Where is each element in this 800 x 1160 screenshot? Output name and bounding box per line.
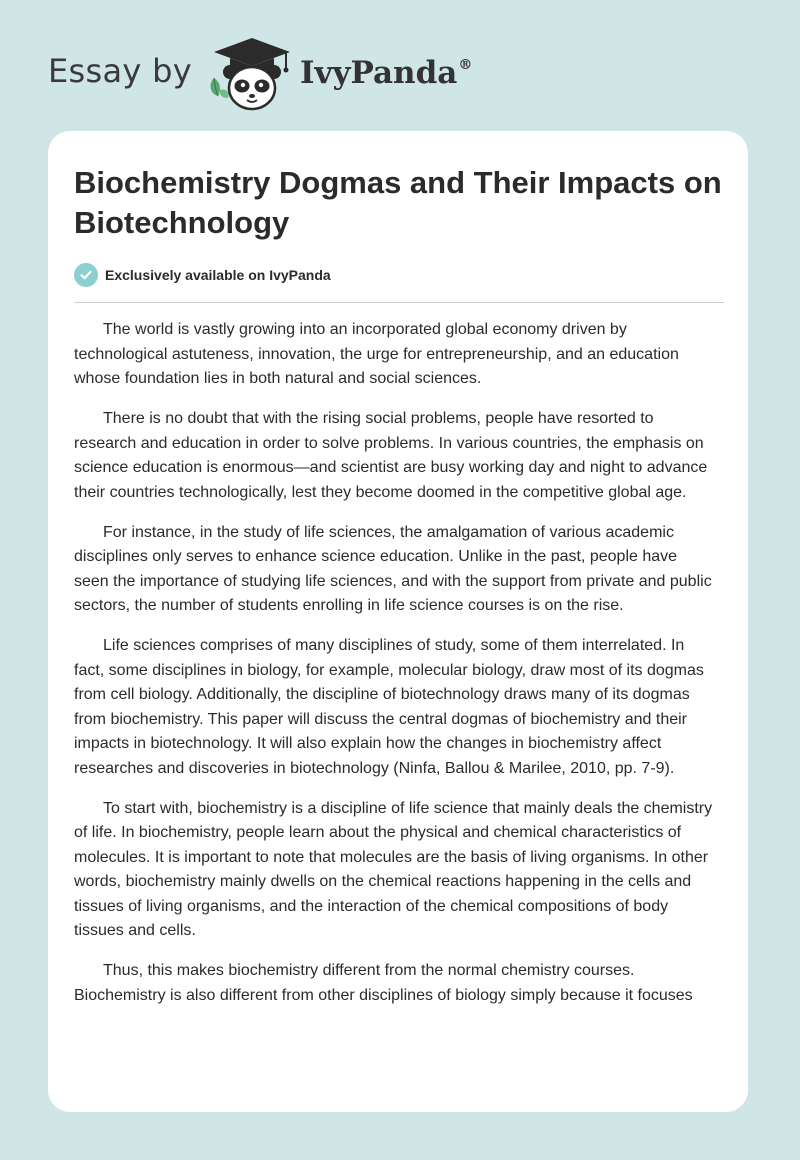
paragraph: There is no doubt that with the rising social problems, people have resorted to research and education in order to solve problems. In various countries, the emphasis on science education is enormous—and scientist are busy working day and night to advance their countries technologically, lest they become doomed in the competitive global age. <box>74 410 708 501</box>
exclusive-badge-label: Exclusively available on IvyPanda <box>105 267 331 283</box>
essay-body <box>74 318 714 1024</box>
paragraph: To start with, biochemistry is a discipline of life science that mainly deals the chemistry of life. In biochemistry, people learn about the physical and chemical characteristics of molecules. It is important to note that molecules are the basis of living organisms. In other words, biochemistry mainly dwells on the chemical reactions happening in the cells and tissues of living organisms, and the interaction of the chemical compositions of body tissues and cells. <box>74 799 713 939</box>
paragraph: Life sciences comprises of many disciplines of study, some of them interrelated. In fact, some disciplines in biology, for example, molecular biology, draw most of its dogmas from cell biology. Additionally, the discipline of biotechnology draws many of its dogmas from biochemistry. This paper will discuss the central dogmas of biochemistry and their impacts in biotechnology. It will also explain how the changes in biochemistry affect researches and discoveries in biotechnology (Ninfa, Ballou & Marilee, 2010, pp. 7-9). <box>74 637 704 777</box>
essay-card <box>48 131 748 1112</box>
checkmark-glyph-icon <box>79 268 93 282</box>
essay-title: Biochemistry Dogmas and Their Impacts on Biotechnology <box>74 165 722 240</box>
check-icon <box>74 263 98 287</box>
panda-logo-icon[interactable] <box>206 34 296 114</box>
registered-mark: ® <box>458 57 473 73</box>
site-header <box>48 34 472 114</box>
divider <box>74 302 724 303</box>
essay-by-label: Essay by <box>48 52 192 90</box>
brand-label: IvyPanda <box>299 55 458 91</box>
exclusive-badge <box>74 263 331 287</box>
paragraph: Thus, this makes biochemistry different from the normal chemistry courses. Biochemistry is also different from other disciplines of biology simply because it focuses <box>74 962 693 1004</box>
paragraph: For instance, in the study of life sciences, the amalgamation of various academic disciplines only serves to enhance science education. Unlike in the past, people have seen the importance of studying life sciences, and with the support from private and public sectors, the number of students enrolling in life science courses is on the rise. <box>74 523 712 614</box>
brand-name[interactable] <box>300 55 472 91</box>
paragraph: The world is vastly growing into an incorporated global economy driven by technological astuteness, innovation, the urge for entrepreneurship, and an education whose foundation lies in both natural and social sciences. <box>74 321 679 387</box>
